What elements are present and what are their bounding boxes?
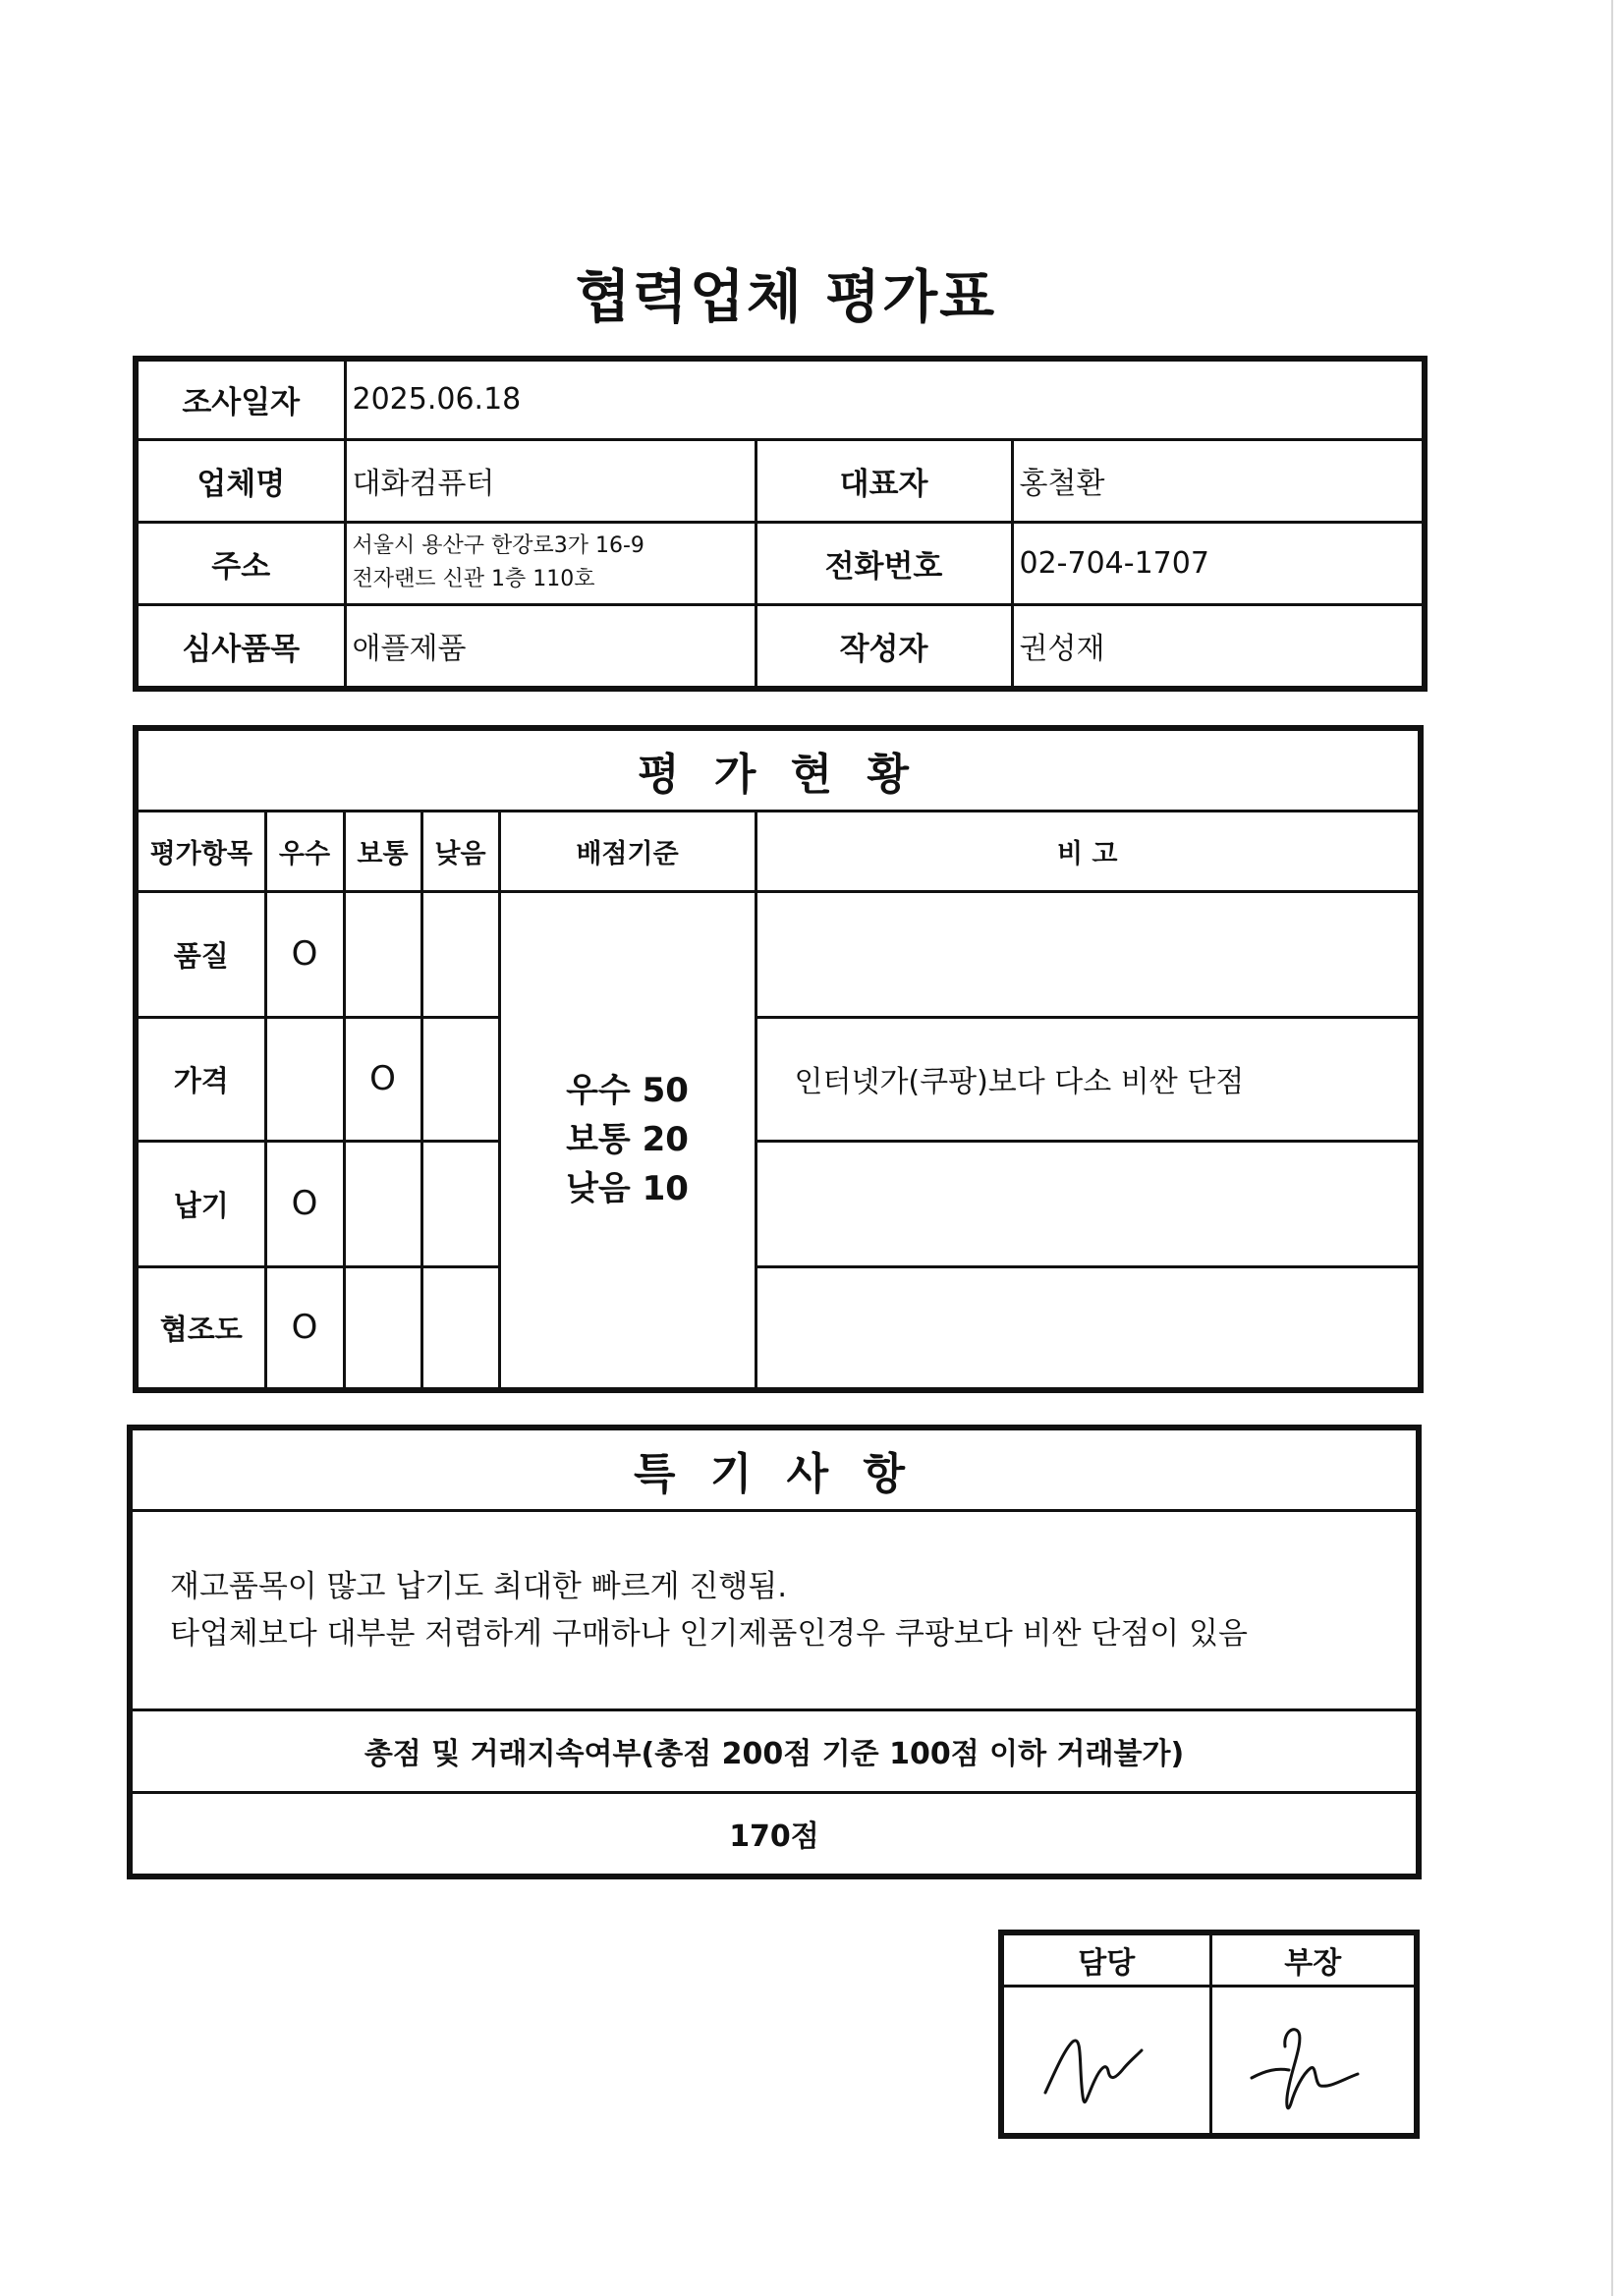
eval-item-delivery: 납기: [136, 1141, 265, 1266]
special-notes-table: [127, 1425, 1422, 1879]
delivery-excellent-mark: O: [265, 1141, 344, 1266]
phone-value: 02-704-1707: [1012, 522, 1425, 604]
company-label: 업체명: [136, 439, 345, 522]
delivery-remark: [756, 1141, 1421, 1266]
cooperation-normal-mark: [344, 1266, 421, 1390]
price-normal-mark: O: [344, 1017, 421, 1141]
cooperation-remark: [756, 1266, 1421, 1390]
page-edge: [1611, 0, 1613, 2296]
manager-signature: [1004, 1988, 1210, 2133]
total-value: 170점: [130, 1792, 1419, 1876]
header-item: 평가항목: [136, 811, 265, 891]
evaluation-section-title: 평 가 현 황: [136, 728, 1421, 811]
survey-date-value: 2025.06.18: [345, 359, 1425, 439]
address-value: [345, 522, 756, 604]
item-value: 애플제품: [345, 604, 756, 689]
price-remark: 인터넷가(쿠팡)보다 다소 비싼 단점: [756, 1017, 1421, 1141]
criteria-normal: 보통 20: [566, 1120, 689, 1160]
quality-normal-mark: [344, 891, 421, 1017]
delivery-normal-mark: [344, 1141, 421, 1266]
address-label: 주소: [136, 522, 345, 604]
special-note-line: 타업체보다 대부분 저렴하게 구매하나 인기제품인경우 쿠팡보다 비싼 단점이 있음: [170, 1615, 1248, 1652]
header-criteria: 배점기준: [499, 811, 756, 891]
info-table: [133, 356, 1428, 692]
special-notes-body: [130, 1510, 1419, 1709]
manager-signature-cell: [1001, 1986, 1210, 2136]
address-line1: 서울시 용산구 한강로3가 16-9: [352, 533, 644, 558]
eval-item-cooperation: 협조도: [136, 1266, 265, 1390]
item-label: 심사품목: [136, 604, 345, 689]
eval-item-price: 가격: [136, 1017, 265, 1141]
head-signature: [1212, 1988, 1418, 2133]
header-remarks: 비 고: [756, 811, 1421, 891]
head-signature-cell: [1210, 1986, 1417, 2136]
price-excellent-mark: [265, 1017, 344, 1141]
delivery-low-mark: [421, 1141, 499, 1266]
evaluation-table: [133, 725, 1424, 1393]
criteria-excellent: 우수 50: [566, 1071, 689, 1111]
price-low-mark: [421, 1017, 499, 1141]
phone-label: 전화번호: [756, 522, 1012, 604]
criteria-cell: [499, 891, 756, 1390]
cooperation-low-mark: [421, 1266, 499, 1390]
total-label: 총점 및 거래지속여부(총점 200점 기준 100점 이하 거래불가): [130, 1709, 1419, 1792]
survey-date-label: 조사일자: [136, 359, 345, 439]
header-low: 낮음: [421, 811, 499, 891]
quality-low-mark: [421, 891, 499, 1017]
ceo-value: 홍철환: [1012, 439, 1425, 522]
quality-remark: [756, 891, 1421, 1017]
special-section-title: 특 기 사 항: [130, 1428, 1419, 1510]
company-value: 대화컴퓨터: [345, 439, 756, 522]
address-line2: 전자랜드 신관 1층 110호: [352, 567, 595, 591]
cooperation-excellent-mark: O: [265, 1266, 344, 1390]
special-note-line: 재고품목이 많고 납기도 최대한 빠르게 진행됨.: [170, 1568, 788, 1604]
author-label: 작성자: [756, 604, 1012, 689]
quality-excellent-mark: O: [265, 891, 344, 1017]
head-label: 부장: [1210, 1932, 1417, 1986]
eval-item-quality: 품질: [136, 891, 265, 1017]
header-normal: 보통: [344, 811, 421, 891]
document-title: 협력업체 평가표: [575, 263, 997, 330]
author-value: 권성재: [1012, 604, 1425, 689]
manager-label: 담당: [1001, 1932, 1210, 1986]
header-excellent: 우수: [265, 811, 344, 891]
criteria-low: 낮음 10: [566, 1169, 689, 1209]
approval-table: [998, 1930, 1420, 2139]
ceo-label: 대표자: [756, 439, 1012, 522]
